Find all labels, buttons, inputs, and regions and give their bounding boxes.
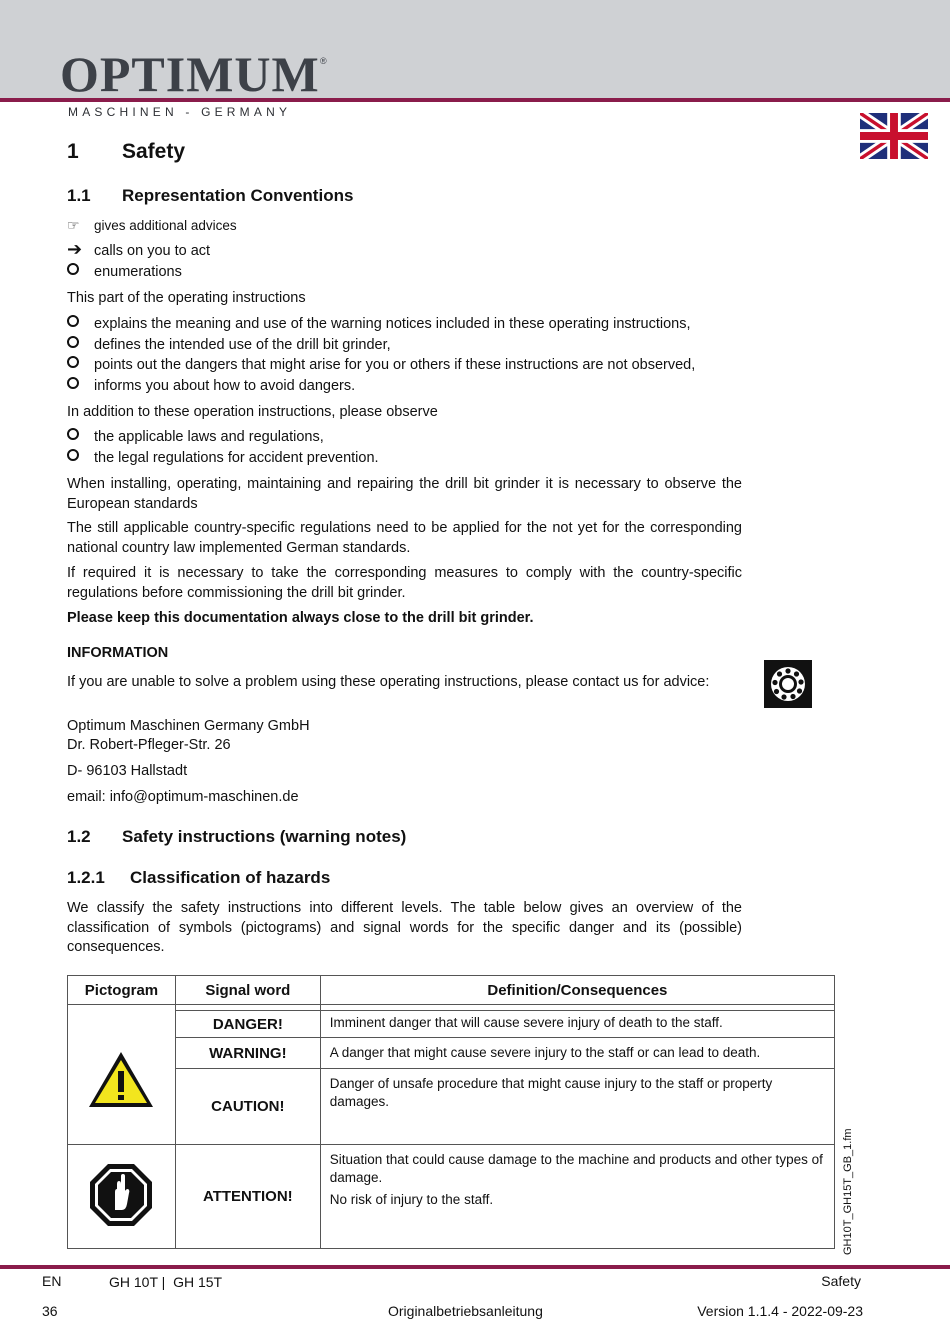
- bullet-circle-icon: [67, 263, 79, 275]
- footer-version: Version 1.1.4 - 2022-09-23: [697, 1303, 863, 1319]
- uk-flag-icon: [860, 113, 928, 159]
- paragraph-standards: When installing, operating, maintaining and repairing the drill bit grinder it is necessary to observe the European standards: [67, 476, 742, 512]
- company-street: Dr. Robert-Pfleger-Str. 26: [67, 737, 231, 753]
- hand-pointer-icon: ☞: [67, 217, 80, 233]
- footer-language: EN: [42, 1273, 62, 1289]
- brand-tagline: MASCHINEN - GERMANY: [68, 105, 292, 119]
- list-item: defines the intended use of the drill bit grinder,: [67, 336, 391, 356]
- warning-triangle-icon: [86, 1049, 156, 1111]
- arrow-right-icon: ➔: [67, 239, 83, 259]
- table-row: [68, 1069, 835, 1145]
- footer-divider: [0, 1265, 950, 1269]
- signal-word-attention: ATTENTION!: [175, 1145, 320, 1249]
- table-row: [68, 1145, 835, 1249]
- list-item: explains the meaning and use of the warning notices included in these operating instructions,: [67, 315, 691, 335]
- list-item: the legal regulations for accident prevention.: [67, 449, 379, 469]
- table-row: [68, 1011, 835, 1038]
- signal-word-danger: DANGER!: [175, 1011, 320, 1038]
- definition-warning: A danger that might cause severe injury to the staff or can lead to death.: [320, 1038, 834, 1069]
- company-city: D- 96103 Hallstadt: [67, 763, 188, 779]
- paragraph-country: The still applicable country-specific regulations need to be applied for the not yet for the corresponding national country law implemented German standards.: [67, 520, 742, 556]
- paragraph-measures: If required it is necessary to take the corresponding measures to comply with the country-specific regulations before commissioning the drill bit grinder.: [67, 565, 742, 601]
- observe-intro: In addition to these operation instructions, please observe: [67, 404, 438, 420]
- section-1-2-heading: 1.2 Safety instructions (warning notes): [67, 827, 407, 846]
- list-item: informs you about how to avoid dangers.: [67, 377, 355, 397]
- table-row: [68, 1038, 835, 1069]
- convention-enumeration: enumerations: [67, 263, 182, 283]
- information-text: If you are unable to solve a problem using these operating instructions, please contact us for advice:: [67, 674, 710, 690]
- signal-word-caution: CAUTION!: [175, 1069, 320, 1145]
- pictogram-cell: [68, 1145, 176, 1249]
- section-1-1-heading: 1.1 Representation Conventions: [67, 186, 354, 205]
- telephone-dial-icon: [764, 660, 812, 708]
- header-signal-word: Signal word: [175, 976, 320, 1005]
- information-heading: INFORMATION: [67, 645, 169, 661]
- keep-documentation-note: Please keep this documentation always close to the drill bit grinder.: [67, 610, 534, 626]
- pictogram-cell: [68, 1011, 176, 1145]
- purpose-intro: This part of the operating instructions: [67, 290, 306, 306]
- list-item: the applicable laws and regulations,: [67, 428, 324, 448]
- brand-logo: OPTIMUM: [60, 46, 320, 102]
- footer-section: Safety: [821, 1273, 861, 1289]
- registered-mark: ®: [320, 56, 327, 66]
- footer-page-number: 36: [42, 1303, 58, 1319]
- signal-word-warning: WARNING!: [175, 1038, 320, 1069]
- definition-danger: Imminent danger that will cause severe injury of death to the staff.: [320, 1011, 834, 1038]
- header-pictogram: Pictogram: [68, 976, 176, 1005]
- hazard-classification-table: [67, 975, 835, 1249]
- footer-doc-type: Originalbetriebsanleitung: [388, 1303, 543, 1319]
- file-code-label: GH10T_GH15T_GB_1.fm: [842, 1128, 854, 1255]
- convention-advice: ☞ gives additional advices: [67, 216, 237, 237]
- footer-models: GH 10T | GH 15T: [109, 1274, 223, 1290]
- definition-attention: Situation that could cause damage to the machine and products and other types of damage. No risk of injury to the staff.: [320, 1145, 834, 1249]
- section-1-heading: 1 Safety: [67, 140, 186, 163]
- list-item: points out the dangers that might arise for you or others if these instructions are not observed,: [67, 356, 695, 376]
- table-header-row: [68, 976, 835, 1005]
- section-1-2-1-heading: 1.2.1 Classification of hazards: [67, 868, 331, 887]
- company-name: Optimum Maschinen Germany GmbH: [67, 718, 310, 734]
- company-email: email: info@optimum-maschinen.de: [67, 789, 299, 805]
- classification-text: We classify the safety instructions into different levels. The table below gives an overview of the classification of symbols (pictograms) and signal words for the specific danger and its (possible) consequences.: [67, 900, 742, 955]
- definition-caution: Danger of unsafe procedure that might cause injury to the staff or property damages.: [320, 1069, 834, 1145]
- stop-hand-octagon-icon: [88, 1162, 154, 1228]
- convention-action: ➔ calls on you to act: [67, 239, 211, 259]
- header-definition: Definition/Consequences: [320, 976, 834, 1005]
